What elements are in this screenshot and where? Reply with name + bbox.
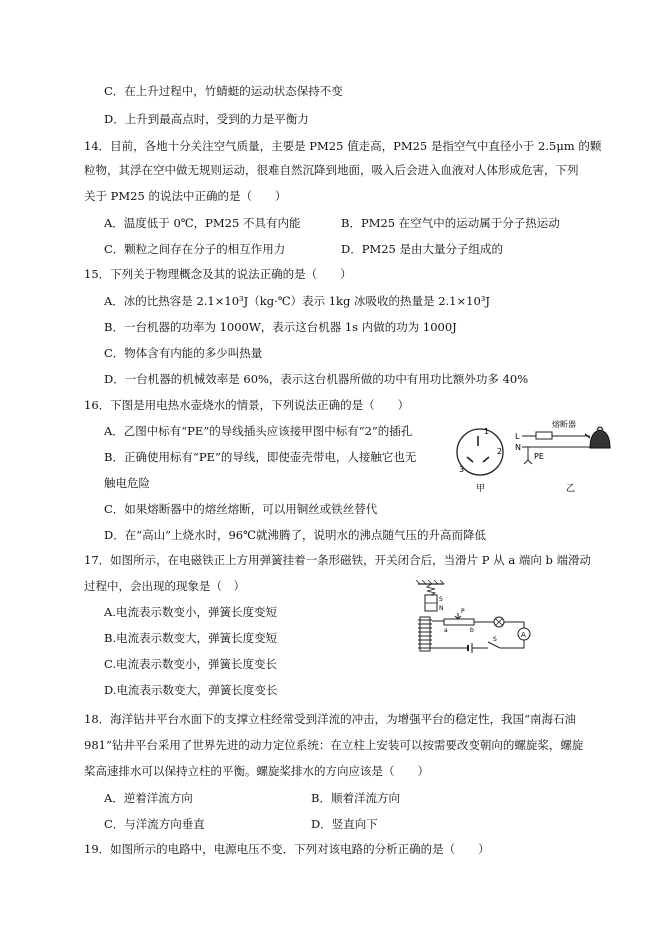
q18-stem-line-3: 桨高速排水可以保持立柱的平衡。螺旋桨排水的方向应该是（ ） [84, 764, 429, 778]
wire-label-N: N [515, 443, 521, 452]
socket-label-3: 3 [459, 465, 465, 474]
slider-label-P: P [461, 608, 465, 615]
rheostat-icon [444, 619, 474, 625]
wire-label-L: L [515, 432, 520, 441]
socket-label-1: 1 [484, 427, 490, 436]
q17-option-d: D.电流表示数变大，弹簧长度变长 [104, 683, 278, 697]
q14-option-c: C．颗粒之间存在分子的相互作用力 [104, 242, 286, 256]
q17-option-a: A.电流表示数变小，弹簧长度变短 [104, 605, 277, 619]
socket-label-2: 2 [497, 447, 503, 456]
q14-stem-line-1: 14．目前，各地十分关注空气质量，主要是 PM25 值走高，PM25 是指空气中直径小于 2.5μm 的颗 [84, 139, 602, 153]
q19-stem: 19．如图所示的电路中，电源电压不变．下列对该电路的分析正确的是（ ） [84, 842, 490, 856]
q18-stem-line-1: 18．海洋钻井平台水面下的支撑立柱经常受到洋流的冲击，为增强平台的稳定性，我国“南海石油 [84, 712, 577, 726]
figure-label-jia: 甲 [476, 484, 486, 494]
q17-stem-line-2: 过程中，会出现的现象是（ ） [84, 579, 245, 593]
fuse-icon [536, 432, 552, 439]
wire-label-PE: PE [534, 452, 544, 461]
q14-option-b: B．PM25 在空气中的运动属于分子热运动 [341, 216, 560, 230]
q16-option-d: D．在“高山”上烧水时，96℃就沸腾了，说明水的沸点随气压的升高而降低 [104, 528, 486, 542]
q18-option-b: B．顺着洋流方向 [311, 791, 400, 805]
kettle-icon [585, 427, 610, 448]
q18-stem-line-2: 981”钻井平台采用了世界先进的动力定位系统：在立柱上安装可以按需要改变朝向的螺旋桨，螺旋 [84, 738, 584, 752]
q14-stem-line-3: 关于 PM25 的说法中正确的是（ ） [84, 189, 287, 203]
kettle-wiring-diagram [515, 419, 610, 464]
q13-option-c: C．在上升过程中，竹蜻蜓的运动状态保持不变 [104, 84, 343, 98]
q14-stem-line-2: 粒物，其浮在空中做无规则运动，很难自然沉降到地面，吸入后会进入血液对人体形成危害，下列 [84, 163, 579, 177]
socket-diagram [457, 427, 503, 475]
q13-option-d: D．上升到最高点时，受到的力是平衡力 [104, 112, 309, 126]
q17-figure [400, 580, 545, 662]
ammeter-label-A: A [521, 631, 526, 639]
q15-option-d: D．一台机器的机械效率是 60%，表示这台机器所做的功中有用功比额外功多 40% [104, 372, 529, 386]
q15-option-c: C．物体含有内能的多少叫热量 [104, 346, 263, 360]
q17-option-c: C.电流表示数变小，弹簧长度变长 [104, 657, 278, 671]
switch-label-S: S [493, 636, 497, 643]
rheostat-label-b: b [470, 627, 474, 634]
fuse-label: 熔断器 [552, 420, 576, 429]
spring-icon [427, 584, 435, 595]
q18-option-a: A．逆着洋流方向 [104, 791, 193, 805]
q16-option-b-line-1: B．正确使用标有“PE”的导线，即使壶壳带电，人接触它也无 [104, 450, 417, 464]
q16-option-a: A．乙图中标有“PE”的导线插头应该接甲图中标有“2”的插孔 [104, 424, 413, 438]
q15-option-b: B．一台机器的功率为 1000W，表示这台机器 1s 内做的功为 1000J [104, 320, 457, 334]
magnet-label-N: N [439, 605, 444, 612]
q17-stem-line-1: 17．如图所示，在电磁铁正上方用弹簧挂着一条形磁铁，开关闭合后，当滑片 P 从 a 端向 b 端滑动 [84, 553, 592, 567]
q18-option-d: D．竖直向下 [311, 817, 378, 831]
electromagnet-coil-icon [418, 617, 432, 651]
q14-option-a: A．温度低于 0℃，PM25 不具有内能 [104, 216, 301, 230]
q18-option-c: C．与洋流方向垂直 [104, 817, 205, 831]
q15-option-a: A．冰的比热容是 2.1×10³J（kg·℃）表示 1kg 冰吸收的热量是 2.1×10³J [104, 294, 490, 308]
q14-option-d: D．PM25 是由大量分子组成的 [341, 242, 504, 256]
q16-option-c: C．如果熔断器中的熔丝熔断，可以用铜丝或铁丝替代 [104, 502, 378, 516]
rheostat-label-a: a [444, 627, 448, 634]
figure-label-yi: 乙 [566, 484, 576, 494]
q16-figure [440, 414, 612, 496]
q15-stem: 15．下列关于物理概念及其的说法正确的是（ ） [84, 267, 352, 281]
magnet-label-S: S [439, 596, 443, 603]
q16-stem: 16．下图是用电热水壶烧水的情景，下列说法正确的是（ ） [84, 398, 410, 412]
q17-option-b: B.电流表示数变大，弹簧长度变短 [104, 631, 278, 645]
q16-option-b-line-2: 触电危险 [104, 476, 150, 490]
